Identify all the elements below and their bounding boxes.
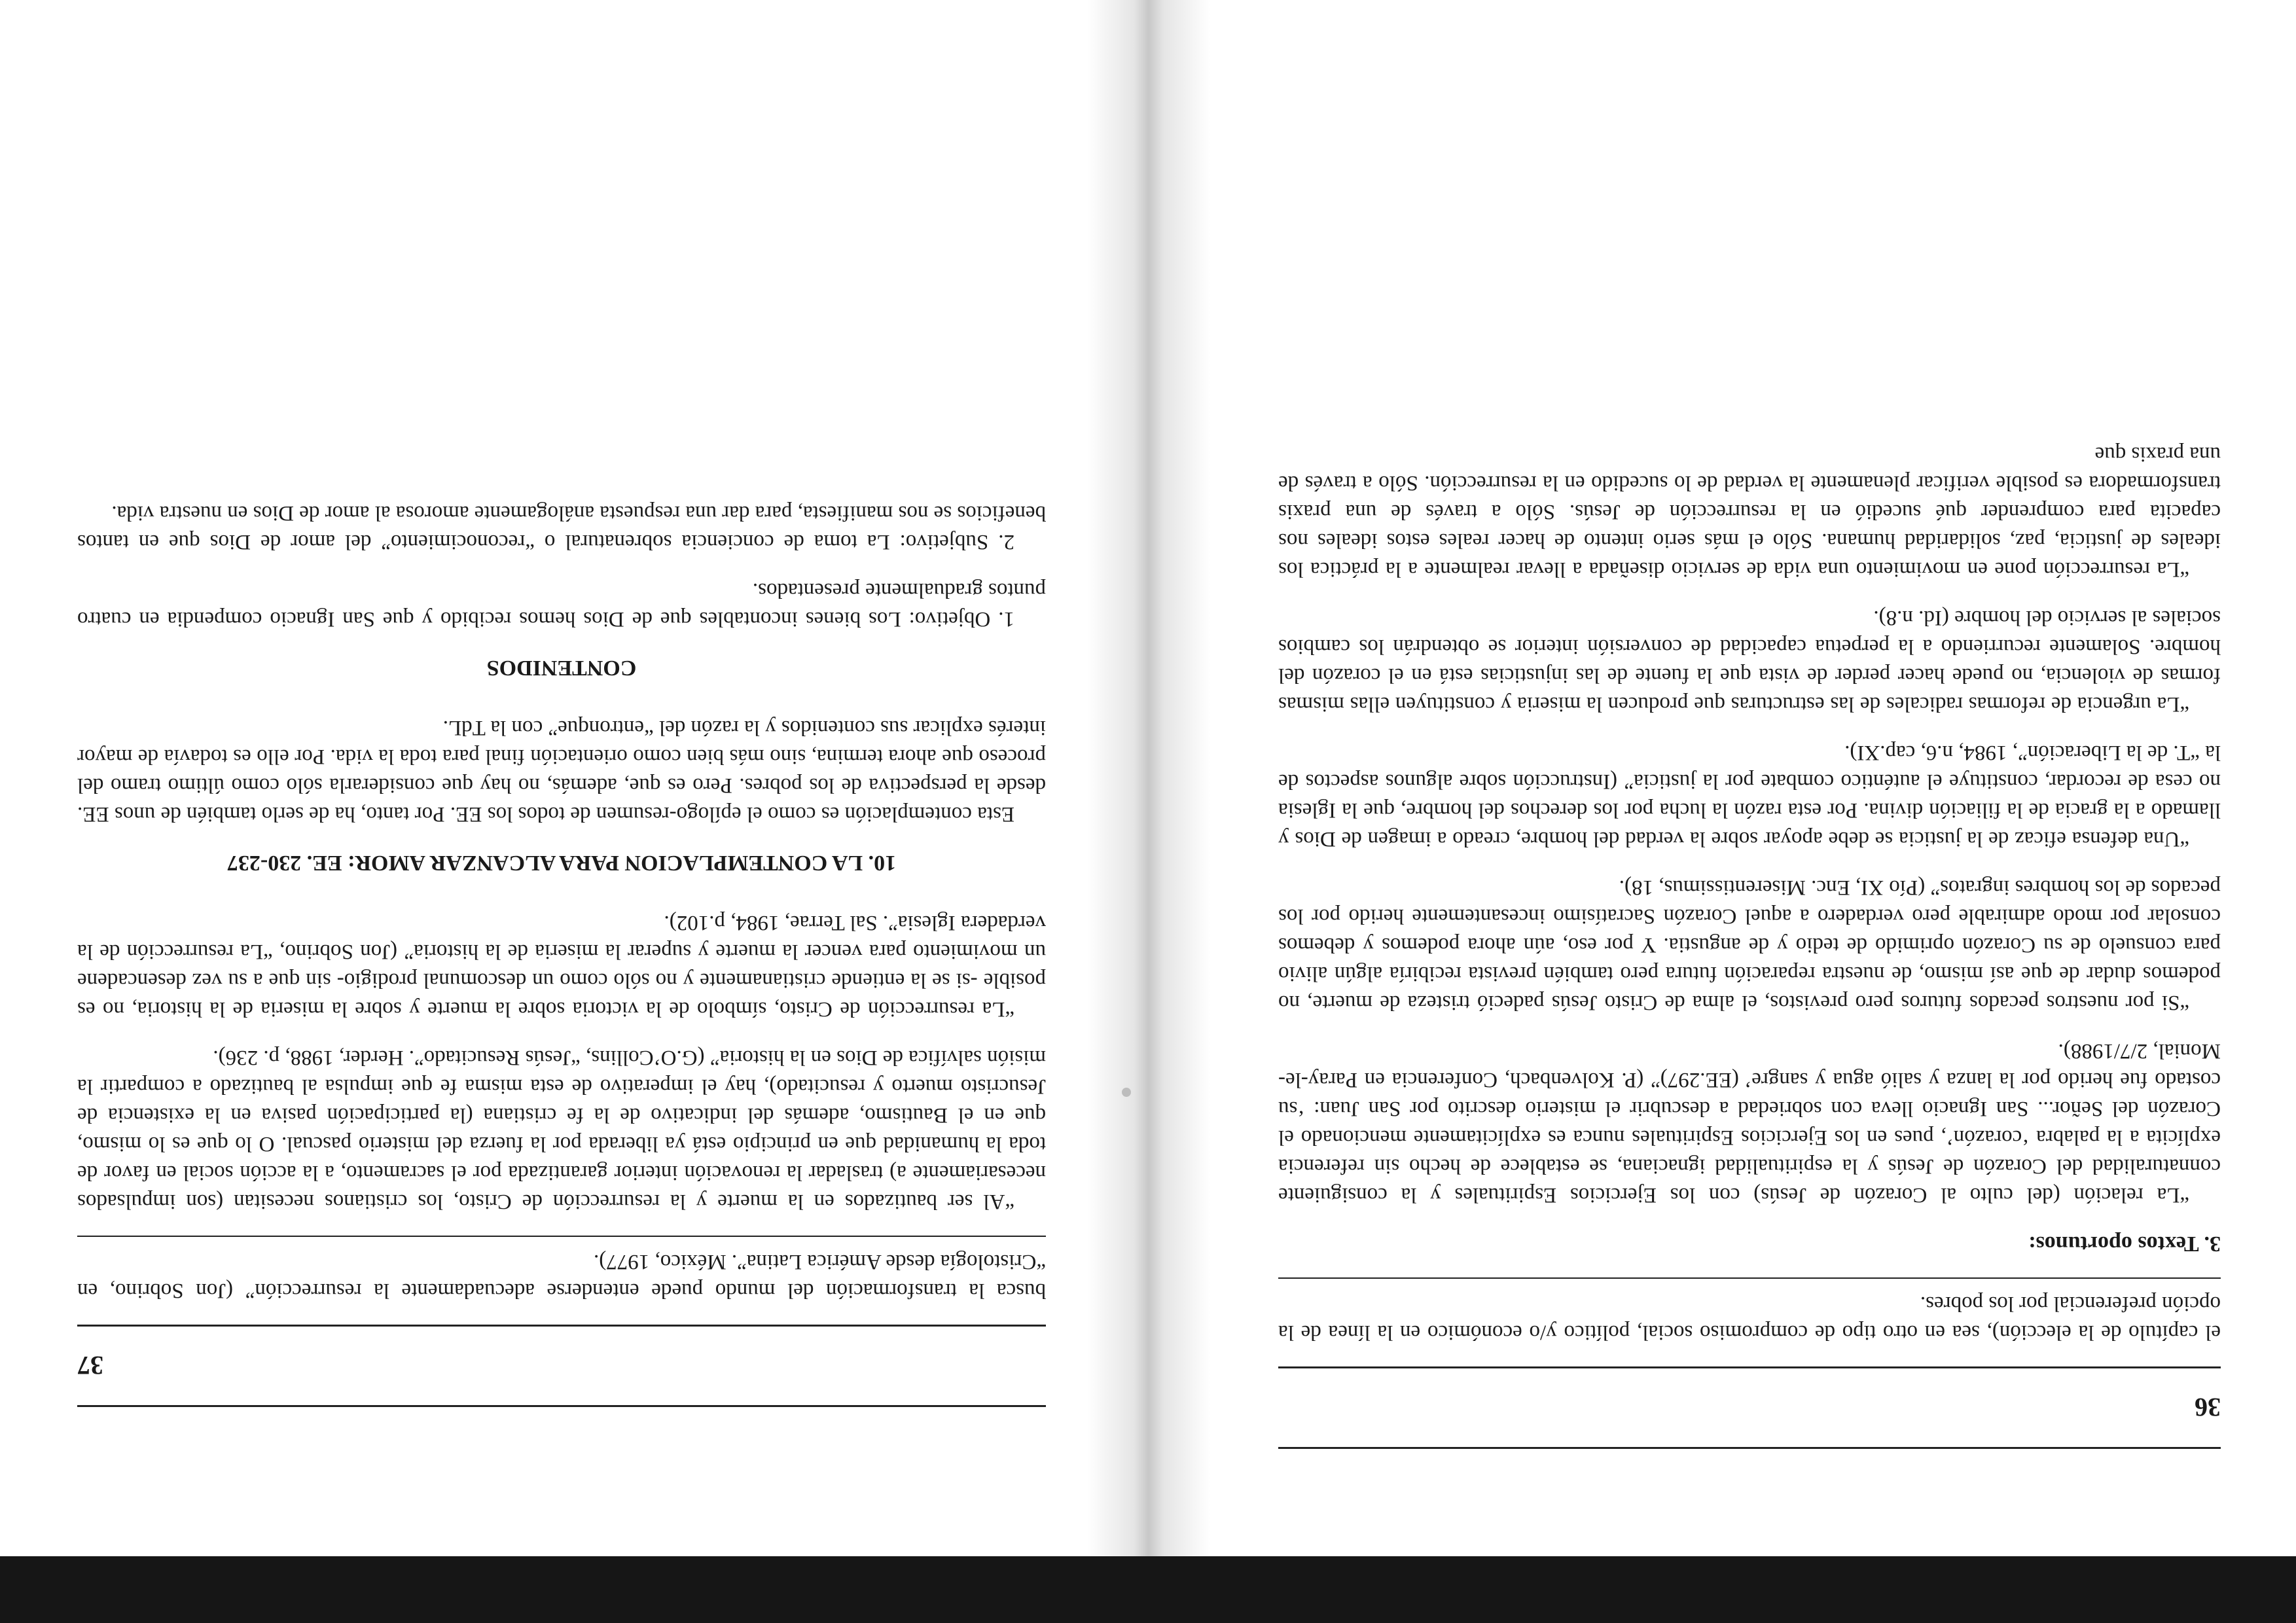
- page-number: 36: [2195, 1393, 2221, 1423]
- page-body: [77, 499, 1046, 1305]
- quote-paragraph: “La resurrección de Cristo, símbolo de la victoria sobre la muerte y sobre la miseria de la historia, no es posible -si se la entiende cristianamente y no sólo como un descomunal prodigio- sin que a su vez desencadene un movimiento para vencer la muerte y superar la miseria de la historia” (Jon Sobrino, “La resurrección de la verdadera Iglesia”. Sal Terrae, 1984, p.102).: [77, 911, 1046, 1021]
- header-rule-bottom: [77, 1325, 1046, 1327]
- page-36: [1172, 0, 2296, 1558]
- quote-paragraph: “La relación (del culto al Corazón de Jesús) con los Ejercicios Espirituales y la consiguiente connaturalidad del Corazón de Jesús y la espiritualidad ignaciana, se establece de hecho sin referencia explícita a la palabra ‘corazón’, pues en los Ejercicios Espirituales nunca es explícitamente mencionado el Corazón del Señor... San Ignacio lleva con sobriedad a descubrir el misterio descrito por San Juan: ‘su costado fue herido por la lanza y salió agua y sangre’ (EE.297)” (P. Kolvenbach, Conferencia en Paray-le-Monial, 2/7/1988).: [1278, 1039, 2221, 1207]
- intro-paragraph: el capítulo de la elección), sea en otro tipo de compromiso social, político y/o económico en la línea de la opción preferencial por los pobres.: [1278, 1292, 2221, 1344]
- section-paragraph: Esta contemplación es como el epílogo-resumen de todos los EE. Por tanto, ha de serlo también de unos EE. desde la perspectiva de los pobres. Pero es que, además, no hay que considerarla sólo como último tramo del proceso que ahora termina, sino más bien como orientación final para toda la vida. Por ello es todavía de mayor interés explicar sus contenidos y la razón del “entronque” con la TdL.: [77, 716, 1046, 826]
- subsection-heading: CONTENIDOS: [486, 656, 637, 680]
- footnote-rule: [77, 1236, 1046, 1237]
- page-37: [0, 0, 1086, 1558]
- section-heading: 10. LA CONTEMPLACION PARA ALCANZAR AMOR: EE. 230-237: [226, 851, 897, 875]
- page-body: [1278, 440, 2221, 1347]
- header-rule-top: [1278, 1447, 2221, 1449]
- header-rule-bottom: [1278, 1366, 2221, 1368]
- quote-paragraph: “La urgencia de reformas radicales de las estructuras que producen la miseria y constituyen ellas mismas formas de violencia, no puede hacer perder de vista que la fuente de las injusticias está en el corazón del hombre. Solamente recurriendo a la perpetua capacidad de conversión interior se obtendrán los cambios sociales al servicio del hombre (Id. n.8).: [1278, 606, 2221, 716]
- list-item: 2. Subjetivo: La toma de conciencia sobrenatural o “reconocimiento” del amor de Dios que en tantos beneficios se nos manifiesta, para dar una respuesta análogamente amorosa al amor de Dios en nuestra vida.: [77, 501, 1046, 554]
- quote-paragraph: “Una defensa eficaz de la justicia se debe apoyar sobre la verdad del hombre, creado a imagen de Dios y llamado a la gracia de la filiación divina. Por esta razón la lucha por los derechos del hombre, que la Iglesia no cesa de recordar, constituye el auténtico combate por la justicia” (Instrucción sobre algunos aspectos de la “T. de la Liberación”, 1984, n.6, cap.XI).: [1278, 741, 2221, 851]
- page-header: [77, 1327, 1046, 1405]
- quote-paragraph: “Si por nuestros pecados futuros pero previstos, el alma de Cristo Jesús padeció tristeza de muerte, no podemos dudar de que así mismo, de nuestra reparación futura pero también prevista recibiría algún alivio para consuelo de su Corazón oprimido de tedio y de angustia. Y por eso, aún ahora podemos y debemos consolar por modo admirable pero verdadero a aquel Corazón Sacratísimo incesantemente herido por los pecados de los hombres ingratos” (Pío XI, Enc. Miserentissimus, 18).: [1278, 876, 2221, 1014]
- page-header: [1278, 1368, 2221, 1447]
- scan-speck: [1122, 1088, 1131, 1097]
- page-number: 37: [77, 1351, 103, 1381]
- header-rule-top: [77, 1405, 1046, 1407]
- scanner-bed-edge: [0, 1556, 2296, 1623]
- continuation-paragraph: busca la transformación del mundo puede entenderse adecuadamente la resurrección” (Jon Sobrino, en “Cristología desde América Latina”. México, 1977).: [77, 1250, 1046, 1302]
- quote-paragraph: “Al ser bautizados en la muerte y la resurrección de Cristo, los cristianos necesitan (son impulsados necesariamente a) trasladar la renovación interior garantizada por el sacramento, a la acción social en favor de toda la humanidad que en principio está ya liberada por la fuerza del misterio pascual. O lo que es lo mismo, que en el Bautismo, además del indicativo de la fe cristiana (la participación pasiva en la existencia de Jesucristo muerto y resucitado), hay el imperativo de esta misma fe que impulsa al bautizado a compartir la misión salvífica de Dios en la historia” (G.O’Collins, “Jesús Resucitado”. Herder, 1988, p. 236).: [77, 1046, 1046, 1213]
- section-heading: 3. Textos oportunos:: [2028, 1232, 2221, 1256]
- list-item: 1. Objetivo: Los bienes incontables que de Dios hemos recibido y que San Ignacio compendia en cuatro puntos gradualmente presentados.: [77, 579, 1046, 631]
- quote-paragraph: “La resurrección pone en movimiento una vida de servicio diseñada a llevar realmente a la práctica los ideales de justicia, paz, solidaridad humana. Sólo el más serio intento de hacer reales estos ideales nos capacita para comprender qué sucedió en la resurrección de Jesús. Sólo a través de una praxis transformadora es posible verificar plenamente la verdad de lo sucedido en la resurrección. Sólo a través de una praxis que: [1278, 442, 2221, 581]
- section-rule: [1278, 1277, 2221, 1279]
